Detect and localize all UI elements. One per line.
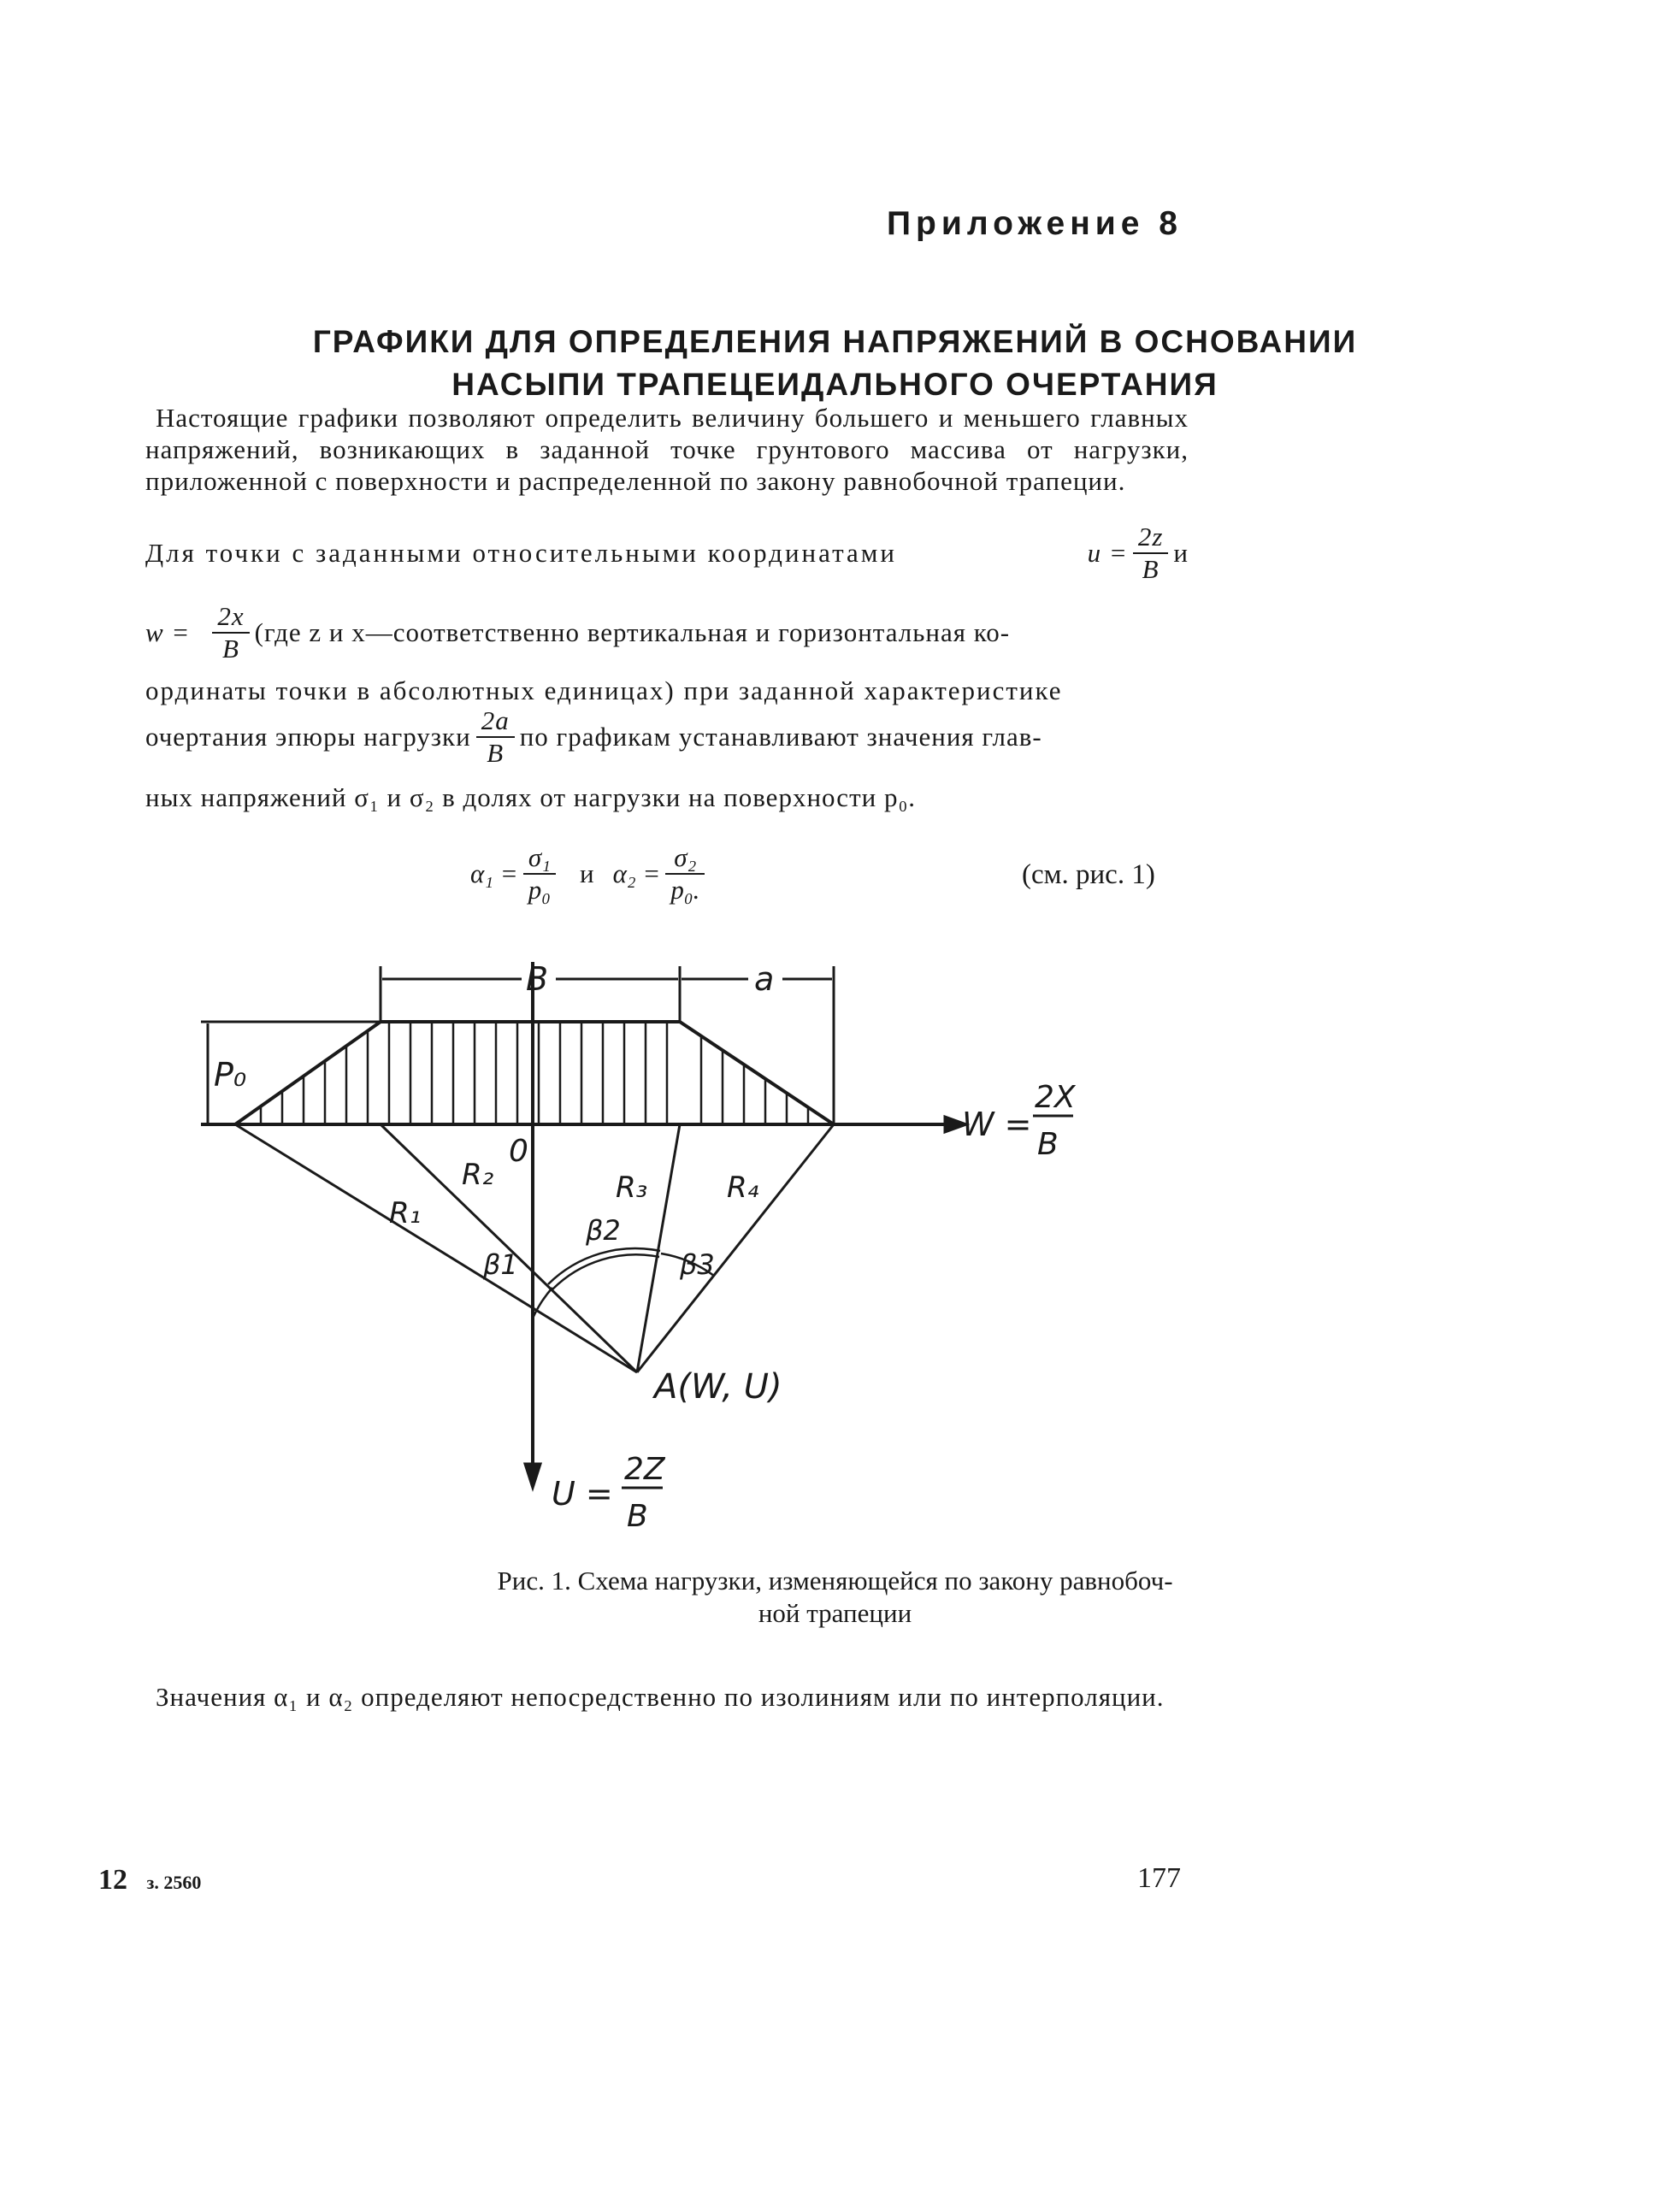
sheet-number: 12 (98, 1864, 127, 1896)
and-word-2: и (580, 858, 594, 888)
label-R1: R₁ (389, 1196, 422, 1230)
title-line-1: ГРАФИКИ ДЛЯ ОПРЕДЕЛЕНИЯ НАПРЯЖЕНИЙ В ОСНОВАНИИ (312, 324, 1358, 359)
alpha1-numerator: σ₁ (528, 842, 551, 872)
ray-R1 (235, 1124, 637, 1372)
title-line-2: НАСЫПИ ТРАПЕЦЕИДАЛЬНОГО ОЧЕРТАНИЯ (451, 367, 1219, 402)
conclusion-paragraph: Значения α₁ и α₂ определяют непосредственно по изолиниям или по интерполяции. (156, 1682, 1165, 1712)
a-numerator: 2a (481, 705, 510, 735)
alpha1-fraction (523, 842, 556, 905)
label-a: a (754, 960, 775, 998)
alpha2-fraction (665, 842, 705, 905)
label-R2: R₂ (462, 1158, 494, 1192)
label-beta2: β2 (586, 1214, 621, 1247)
coords-line (145, 522, 1189, 585)
stress-line: ных напряжений σ₁ и σ₂ в долях от нагрузки на поверхности p₀. (145, 782, 917, 812)
page-title (0, 321, 1670, 406)
label-w-numerator: 2X (1035, 1080, 1076, 1115)
caption-line-1: Рис. 1. Схема нагрузки, изменяющейся по закону равнобоч- (497, 1566, 1173, 1596)
label-u-axis: U = (552, 1475, 613, 1513)
coords-line-3: ординаты точки в абсолютных единицах) при заданной характеристике (145, 675, 1063, 705)
w-equation: w = (145, 617, 191, 647)
label-R4: R₄ (727, 1171, 759, 1205)
shape-line (145, 705, 1189, 769)
caption-line-2: ной трапеции (758, 1598, 912, 1628)
alpha2-denominator: p₀. (665, 873, 705, 905)
label-u-numerator: 2Z (624, 1452, 665, 1487)
a-denominator: B (476, 736, 515, 769)
label-beta1: β1 (483, 1248, 518, 1281)
load-diagram-svg (180, 941, 1163, 1539)
and-word: и (1173, 538, 1189, 568)
ray-R4 (637, 1124, 834, 1372)
arc-beta1 (532, 1288, 552, 1320)
load-diagram (180, 941, 1163, 1539)
alpha1-lhs: α₁ = (470, 858, 518, 888)
shape-text-post: по графикам устанавливают значения глав- (519, 722, 1042, 752)
figure-caption (0, 1565, 1670, 1630)
label-R3: R₃ (616, 1171, 648, 1205)
u-numerator: 2z (1137, 522, 1164, 552)
alpha2-lhs: α₂ = (612, 858, 661, 888)
footer-sheet (98, 1864, 201, 1896)
label-w-denominator: B (1037, 1127, 1059, 1162)
page-number: 177 (1137, 1862, 1181, 1894)
alpha1-denominator: p₀ (523, 873, 556, 905)
arc-beta2-inner (552, 1254, 659, 1289)
u-denominator: B (1133, 552, 1169, 585)
w-line (145, 601, 1189, 664)
a-fraction (476, 705, 515, 769)
label-beta3: β3 (680, 1248, 715, 1281)
order-number: з. 2560 (146, 1872, 202, 1893)
w-fraction (212, 601, 249, 664)
u-equation: u = (1087, 538, 1128, 568)
label-p0: P₀ (214, 1056, 247, 1094)
u-fraction (1133, 522, 1169, 585)
shape-text: очертания эпюры нагрузки (145, 722, 471, 752)
label-point-A: A(W, U) (654, 1367, 782, 1407)
figure-reference: (см. рис. 1) (1022, 859, 1155, 890)
u-axis-arrow (525, 1464, 540, 1488)
w-denominator: B (212, 632, 249, 664)
alpha2-numerator: σ₂ (674, 842, 697, 872)
label-w-axis: W = (962, 1106, 1032, 1143)
w-numerator: 2x (217, 601, 245, 631)
alpha-formula (470, 842, 710, 905)
intro-paragraph: Настоящие графики позволяют определить величину большего и меньшего главных напряжений, возникающих в заданной точке грунтового массива от нагрузки, приложенной с поверхности и распределенной по закону равнобочной трапеции. (145, 403, 1189, 496)
label-origin: 0 (509, 1134, 528, 1169)
label-u-denominator: B (627, 1499, 648, 1534)
appendix-label: Приложение 8 (887, 205, 1183, 242)
coords-text: Для точки с заданными относительными координатами (145, 538, 897, 568)
w-description: (где z и x—соответственно вертикальная и горизонтальная ко- (254, 617, 1011, 647)
label-B: B (526, 960, 549, 998)
